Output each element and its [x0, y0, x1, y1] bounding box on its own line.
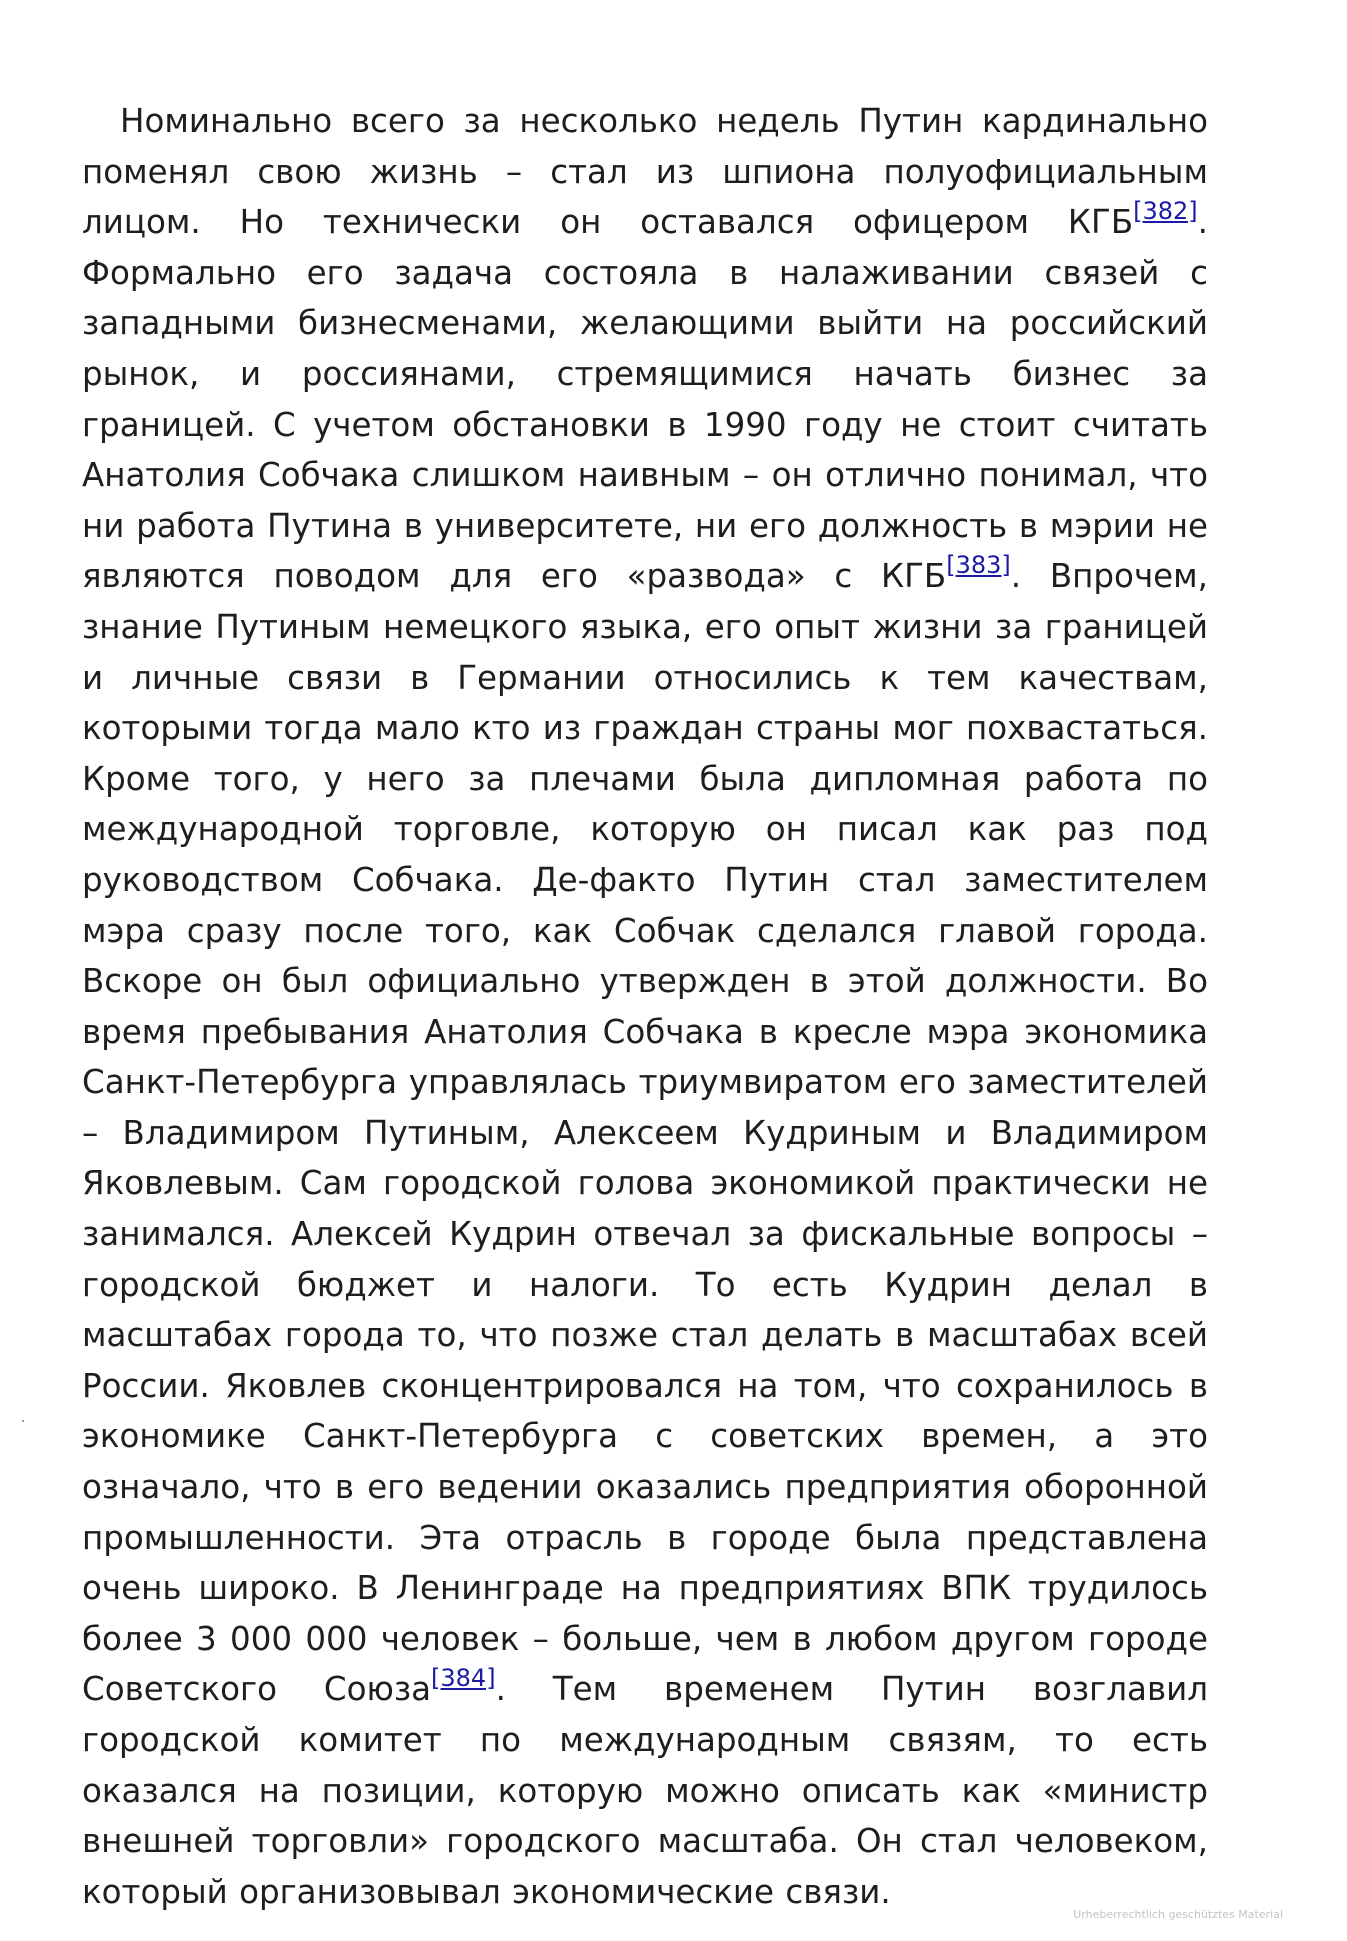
paragraph-text-2: . Формально его задача состояла в налаживании связей с западными бизнесменами, желающими выйти на российский рынок, и россиянами, стремящимися начать бизнес за границей. С учетом обстановки в 1990 году не стоит считать Анатолия Собчака слишком наивным – он отлично понимал, что ни работа Путина в университете, ни его должность в мэрии не являются поводом для его «развода» с КГБ: [82, 203, 1208, 596]
page-body: [82, 96, 1208, 1917]
scan-speck: [22, 1420, 24, 1422]
paragraph-text-3: . Впрочем, знание Путиным немецкого языка, его опыт жизни за границей и личные связи в Германии относились к тем качествам, которыми тогда мало кто из граждан страны мог похвастаться. Кроме того, у него за плечами была дипломная работа по международной торговле, которую он писал как раз под руководством Собчака. Де-факто Путин стал заместителем мэра сразу после того, как Собчак сделался главой города. Вскоре он был официально утвержден в этой должности. Во время пребывания Анатолия Собчака в кресле мэра экономика Санкт-Петербурга управлялась триумвиратом его заместителей – Владимиром Путиным, Алексеем Кудриным и Владимиром Яковлевым. Сам городской голова экономикой практически не занимался. Алексей Кудрин отвечал за фискальные вопросы – городской бюджет и налоги. То есть Кудрин делал в масштабах города то, что позже стал делать в масштабах всей России. Яковлев сконцентрировался на том, что сохранилось в экономике Санкт-Петербурга с советских времен, а это означало, что в его ведении оказались предприятия оборонной промышленности. Эта отрасль в городе была представлена очень широко. В Ленинграде на предприятиях ВПК трудилось более 3 000 000 человек – больше, чем в любом другом городе Советского Союза: [82, 557, 1208, 1709]
body-paragraph: [82, 96, 1208, 1917]
footnote-link-384[interactable]: [384]: [431, 1664, 496, 1693]
copyright-watermark: Urheberrechtlich geschütztes Material: [1073, 1908, 1283, 1921]
paragraph-text-4: . Тем временем Путин возглавил городской комитет по международным связям, то есть оказался на позиции, которую можно описать как «министр внешней торговли» городского масштаба. Он стал человеком, который организовывал экономические связи.: [82, 1670, 1208, 1911]
paragraph-text-1: Номинально всего за несколько недель Путин кардинально поменял свою жизнь – стал из шпиона полуофициальным лицом. Но технически он оставался офицером КГБ: [82, 102, 1208, 242]
footnote-link-382[interactable]: [382]: [1133, 197, 1198, 226]
footnote-link-383[interactable]: [383]: [946, 551, 1011, 580]
